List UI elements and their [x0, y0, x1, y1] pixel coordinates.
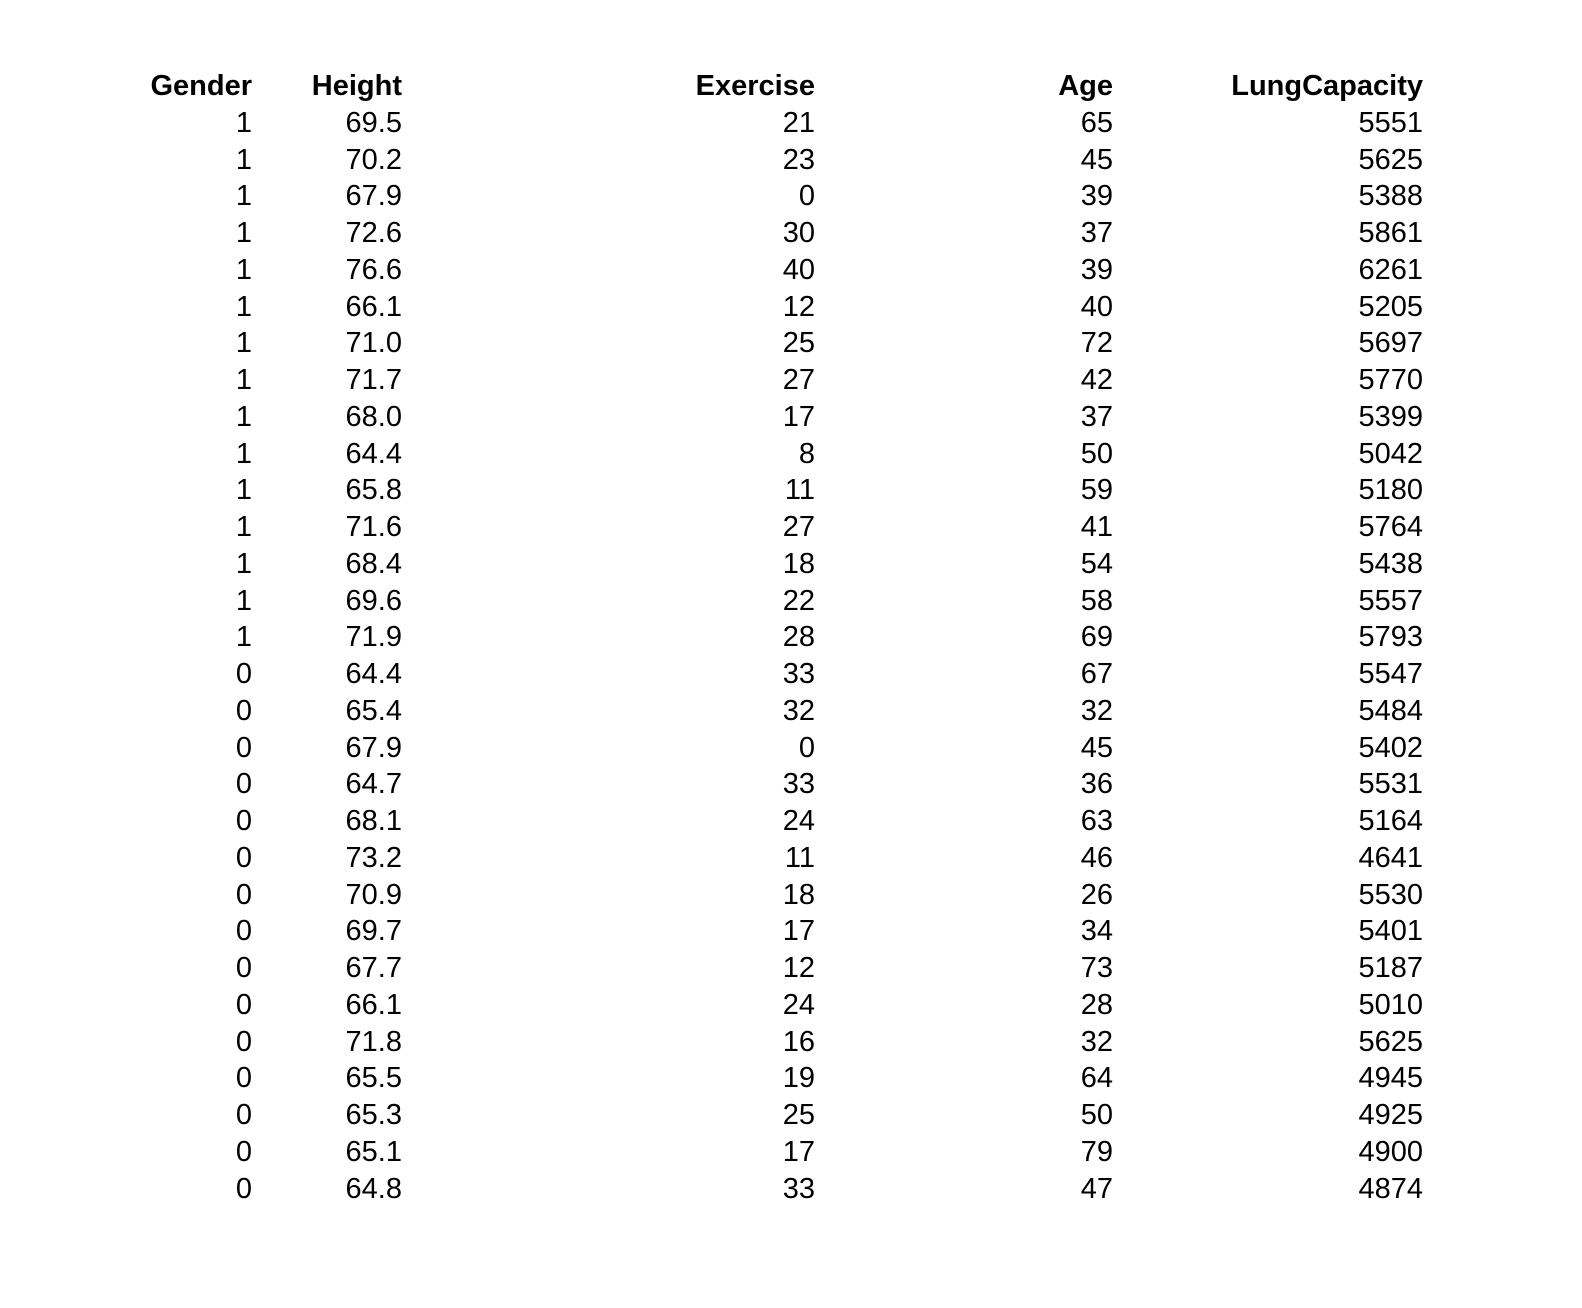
- table-cell-lung-capacity: 5164: [1358, 805, 1423, 837]
- table-cell-exercise: 27: [782, 511, 815, 543]
- table-cell-age: 41: [1080, 511, 1113, 543]
- table-cell-lung-capacity: 5764: [1358, 511, 1423, 543]
- table-cell-age: 79: [1080, 1135, 1113, 1168]
- table-cell-lung-capacity: 5625: [1358, 143, 1423, 176]
- table-cell-height: 65.3: [345, 1099, 402, 1131]
- table-cell-age: 32: [1080, 694, 1113, 727]
- table-cell-gender: 1: [235, 180, 252, 213]
- table-row: [0, 362, 1423, 399]
- table-cell-age: 36: [1080, 768, 1113, 801]
- table-cell-height: 65.5: [345, 1062, 402, 1095]
- table-row: [0, 950, 1423, 987]
- table-row: [0, 1171, 1423, 1208]
- table-cell-exercise: 25: [782, 1099, 815, 1131]
- table-row: [0, 1024, 1423, 1061]
- table-cell-exercise: 32: [782, 694, 815, 727]
- table-cell-exercise: 27: [782, 364, 815, 396]
- table-cell-height: 64.8: [345, 1172, 402, 1205]
- table-cell-height: 71.9: [345, 621, 402, 654]
- table-row: [0, 436, 1423, 473]
- table-cell-exercise: 24: [782, 988, 815, 1021]
- table-cell-lung-capacity: 5530: [1358, 878, 1423, 911]
- table-cell-height: 67.7: [345, 952, 402, 984]
- table-cell-lung-capacity: 5042: [1358, 437, 1423, 470]
- table-cell-age: 50: [1080, 437, 1113, 470]
- table-cell-gender: 0: [235, 1099, 252, 1131]
- table-cell-exercise: 17: [782, 1135, 815, 1168]
- table-row: [0, 252, 1423, 289]
- table-row: [0, 472, 1423, 509]
- data-table: [0, 68, 1423, 1207]
- table-cell-gender: 1: [235, 327, 252, 360]
- table-cell-height: 72.6: [345, 217, 402, 249]
- table-cell-gender: 0: [235, 768, 252, 801]
- table-cell-gender: 1: [235, 217, 252, 249]
- table-cell-age: 37: [1080, 217, 1113, 249]
- table-row: [0, 619, 1423, 656]
- table-row: [0, 840, 1423, 877]
- table-cell-age: 73: [1080, 952, 1113, 984]
- table-cell-exercise: 21: [782, 106, 815, 139]
- table-cell-exercise: 33: [782, 1172, 815, 1205]
- table-cell-lung-capacity: 5531: [1358, 768, 1423, 801]
- table-cell-exercise: 30: [782, 217, 815, 249]
- table-row: [0, 289, 1423, 326]
- table-cell-age: 65: [1080, 106, 1113, 139]
- table-cell-exercise: 11: [784, 474, 815, 507]
- table-cell-age: 69: [1080, 621, 1113, 654]
- table-cell-age: 39: [1080, 253, 1113, 286]
- table-cell-height: 71.0: [345, 327, 402, 360]
- table-cell-lung-capacity: 5438: [1358, 547, 1423, 580]
- table-cell-height: 69.7: [345, 915, 402, 948]
- table-cell-gender: 1: [235, 621, 252, 654]
- table-row: [0, 1060, 1423, 1097]
- table-cell-exercise: 28: [782, 621, 815, 654]
- table-cell-gender: 1: [235, 364, 252, 396]
- table-cell-exercise: 17: [782, 915, 815, 948]
- table-cell-height: 70.2: [345, 143, 402, 176]
- table-cell-age: 46: [1080, 841, 1113, 874]
- table-cell-exercise: 25: [782, 327, 815, 360]
- table-cell-exercise: 33: [782, 658, 815, 690]
- table-row: [0, 546, 1423, 583]
- table-cell-gender: 1: [235, 474, 252, 507]
- table-row: [0, 987, 1423, 1024]
- table-cell-height: 68.4: [345, 547, 402, 580]
- table-row: [0, 730, 1423, 767]
- column-header-exercise: Exercise: [695, 70, 815, 102]
- table-cell-lung-capacity: 5388: [1358, 180, 1423, 213]
- table-row: [0, 803, 1423, 840]
- table-cell-exercise: 24: [782, 805, 815, 837]
- column-header-age: Age: [1058, 70, 1113, 102]
- table-cell-age: 45: [1080, 731, 1113, 764]
- table-cell-age: 45: [1080, 143, 1113, 176]
- table-cell-exercise: 16: [782, 1025, 815, 1058]
- table-cell-height: 65.8: [345, 474, 402, 507]
- table-row: [0, 656, 1423, 693]
- column-header-lung-capacity: LungCapacity: [1231, 70, 1423, 102]
- table-cell-lung-capacity: 4900: [1358, 1135, 1423, 1168]
- table-cell-gender: 1: [235, 437, 252, 470]
- table-row: [0, 178, 1423, 215]
- table-cell-age: 26: [1080, 878, 1113, 911]
- table-cell-height: 66.1: [345, 988, 402, 1021]
- table-cell-height: 68.1: [345, 805, 402, 837]
- table-cell-age: 34: [1080, 915, 1113, 948]
- table-row: [0, 325, 1423, 362]
- table-cell-exercise: 17: [782, 400, 815, 433]
- table-cell-gender: 1: [235, 584, 252, 617]
- table-cell-exercise: 0: [798, 180, 815, 213]
- table-cell-gender: 0: [235, 915, 252, 948]
- table-cell-exercise: 18: [782, 547, 815, 580]
- table-cell-gender: 1: [235, 290, 252, 323]
- table-row: [0, 913, 1423, 950]
- table-cell-lung-capacity: 5187: [1358, 952, 1423, 984]
- table-cell-exercise: 40: [782, 253, 815, 286]
- table-cell-lung-capacity: 5861: [1358, 217, 1423, 249]
- table-cell-gender: 0: [235, 694, 252, 727]
- table-cell-lung-capacity: 5557: [1358, 584, 1423, 617]
- table-cell-lung-capacity: 5793: [1358, 621, 1423, 654]
- table-row: [0, 509, 1423, 546]
- table-cell-height: 73.2: [345, 841, 402, 874]
- table-cell-gender: 0: [235, 988, 252, 1021]
- column-header-gender: Gender: [150, 70, 252, 102]
- table-cell-lung-capacity: 4925: [1358, 1099, 1423, 1131]
- table-cell-gender: 1: [235, 253, 252, 286]
- table-cell-gender: 1: [235, 106, 252, 139]
- table-row: [0, 877, 1423, 914]
- table-cell-exercise: 12: [782, 952, 815, 984]
- table-cell-height: 64.7: [345, 768, 402, 801]
- table-cell-age: 47: [1080, 1172, 1113, 1205]
- table-row: [0, 105, 1423, 142]
- table-cell-gender: 0: [235, 1172, 252, 1205]
- table-cell-gender: 0: [235, 805, 252, 837]
- table-row: [0, 142, 1423, 179]
- table-cell-age: 59: [1080, 474, 1113, 507]
- table-cell-lung-capacity: 5205: [1358, 290, 1423, 323]
- table-row: [0, 693, 1423, 730]
- table-cell-age: 63: [1080, 805, 1113, 837]
- table-cell-age: 32: [1080, 1025, 1113, 1058]
- table-row: [0, 215, 1423, 252]
- table-row: [0, 766, 1423, 803]
- table-cell-age: 58: [1080, 584, 1113, 617]
- table-cell-lung-capacity: 5770: [1358, 364, 1423, 396]
- table-cell-lung-capacity: 4874: [1358, 1172, 1423, 1205]
- table-cell-height: 66.1: [345, 290, 402, 323]
- table-cell-age: 67: [1080, 658, 1113, 690]
- table-cell-exercise: 11: [784, 841, 815, 874]
- table-cell-lung-capacity: 5551: [1358, 106, 1423, 139]
- table-cell-lung-capacity: 5484: [1358, 694, 1423, 727]
- table-cell-height: 70.9: [345, 878, 402, 911]
- table-cell-lung-capacity: 5547: [1358, 658, 1423, 690]
- table-row: [0, 1134, 1423, 1171]
- table-cell-lung-capacity: 6261: [1358, 253, 1423, 286]
- table-row: [0, 1097, 1423, 1134]
- table-cell-lung-capacity: 5402: [1358, 731, 1423, 764]
- table-cell-lung-capacity: 5010: [1358, 988, 1423, 1021]
- table-cell-height: 71.7: [345, 364, 402, 396]
- table-cell-lung-capacity: 5399: [1358, 400, 1423, 433]
- table-cell-exercise: 23: [782, 143, 815, 176]
- table-cell-height: 67.9: [345, 180, 402, 213]
- table-cell-lung-capacity: 5180: [1358, 474, 1423, 507]
- table-cell-height: 71.8: [345, 1025, 402, 1058]
- table-cell-age: 40: [1080, 290, 1113, 323]
- table-cell-height: 65.4: [345, 694, 402, 727]
- table-cell-gender: 0: [235, 1135, 252, 1168]
- table-cell-lung-capacity: 5697: [1358, 327, 1423, 360]
- table-cell-age: 72: [1080, 327, 1113, 360]
- table-cell-exercise: 22: [782, 584, 815, 617]
- table-cell-height: 69.5: [345, 106, 402, 139]
- table-cell-exercise: 0: [798, 731, 815, 764]
- table-cell-age: 50: [1080, 1099, 1113, 1131]
- table-cell-age: 64: [1080, 1062, 1113, 1095]
- table-cell-height: 64.4: [345, 437, 402, 470]
- table-cell-gender: 0: [235, 658, 252, 690]
- table-cell-gender: 1: [235, 511, 252, 543]
- table-cell-gender: 0: [235, 1062, 252, 1095]
- table-cell-exercise: 12: [782, 290, 815, 323]
- table-row: [0, 399, 1423, 436]
- table-cell-gender: 0: [235, 1025, 252, 1058]
- table-cell-height: 68.0: [345, 400, 402, 433]
- table-cell-age: 39: [1080, 180, 1113, 213]
- table-row: [0, 583, 1423, 620]
- table-cell-exercise: 33: [782, 768, 815, 801]
- table-cell-age: 37: [1080, 400, 1113, 433]
- header-row: [0, 68, 1423, 105]
- table-cell-gender: 1: [235, 547, 252, 580]
- table-cell-gender: 1: [235, 400, 252, 433]
- table-cell-exercise: 19: [782, 1062, 815, 1095]
- table-cell-gender: 0: [235, 952, 252, 984]
- table-cell-age: 28: [1080, 988, 1113, 1021]
- table-body: [0, 105, 1423, 1208]
- table-cell-height: 76.6: [345, 253, 402, 286]
- table-cell-height: 69.6: [345, 584, 402, 617]
- table-cell-lung-capacity: 5625: [1358, 1025, 1423, 1058]
- table-cell-gender: 0: [235, 731, 252, 764]
- table-cell-exercise: 8: [798, 437, 815, 470]
- table-cell-exercise: 18: [782, 878, 815, 911]
- table-cell-gender: 0: [235, 878, 252, 911]
- table-cell-gender: 1: [235, 143, 252, 176]
- table-cell-lung-capacity: 5401: [1358, 915, 1423, 948]
- table-cell-age: 54: [1080, 547, 1113, 580]
- column-header-height: Height: [311, 70, 402, 102]
- table-cell-lung-capacity: 4641: [1358, 841, 1423, 874]
- table-cell-age: 42: [1080, 364, 1113, 396]
- table-cell-gender: 0: [235, 841, 252, 874]
- table-cell-height: 67.9: [345, 731, 402, 764]
- table-cell-height: 65.1: [345, 1135, 402, 1168]
- table-cell-height: 71.6: [345, 511, 402, 543]
- table-cell-height: 64.4: [345, 658, 402, 690]
- table-cell-lung-capacity: 4945: [1358, 1062, 1423, 1095]
